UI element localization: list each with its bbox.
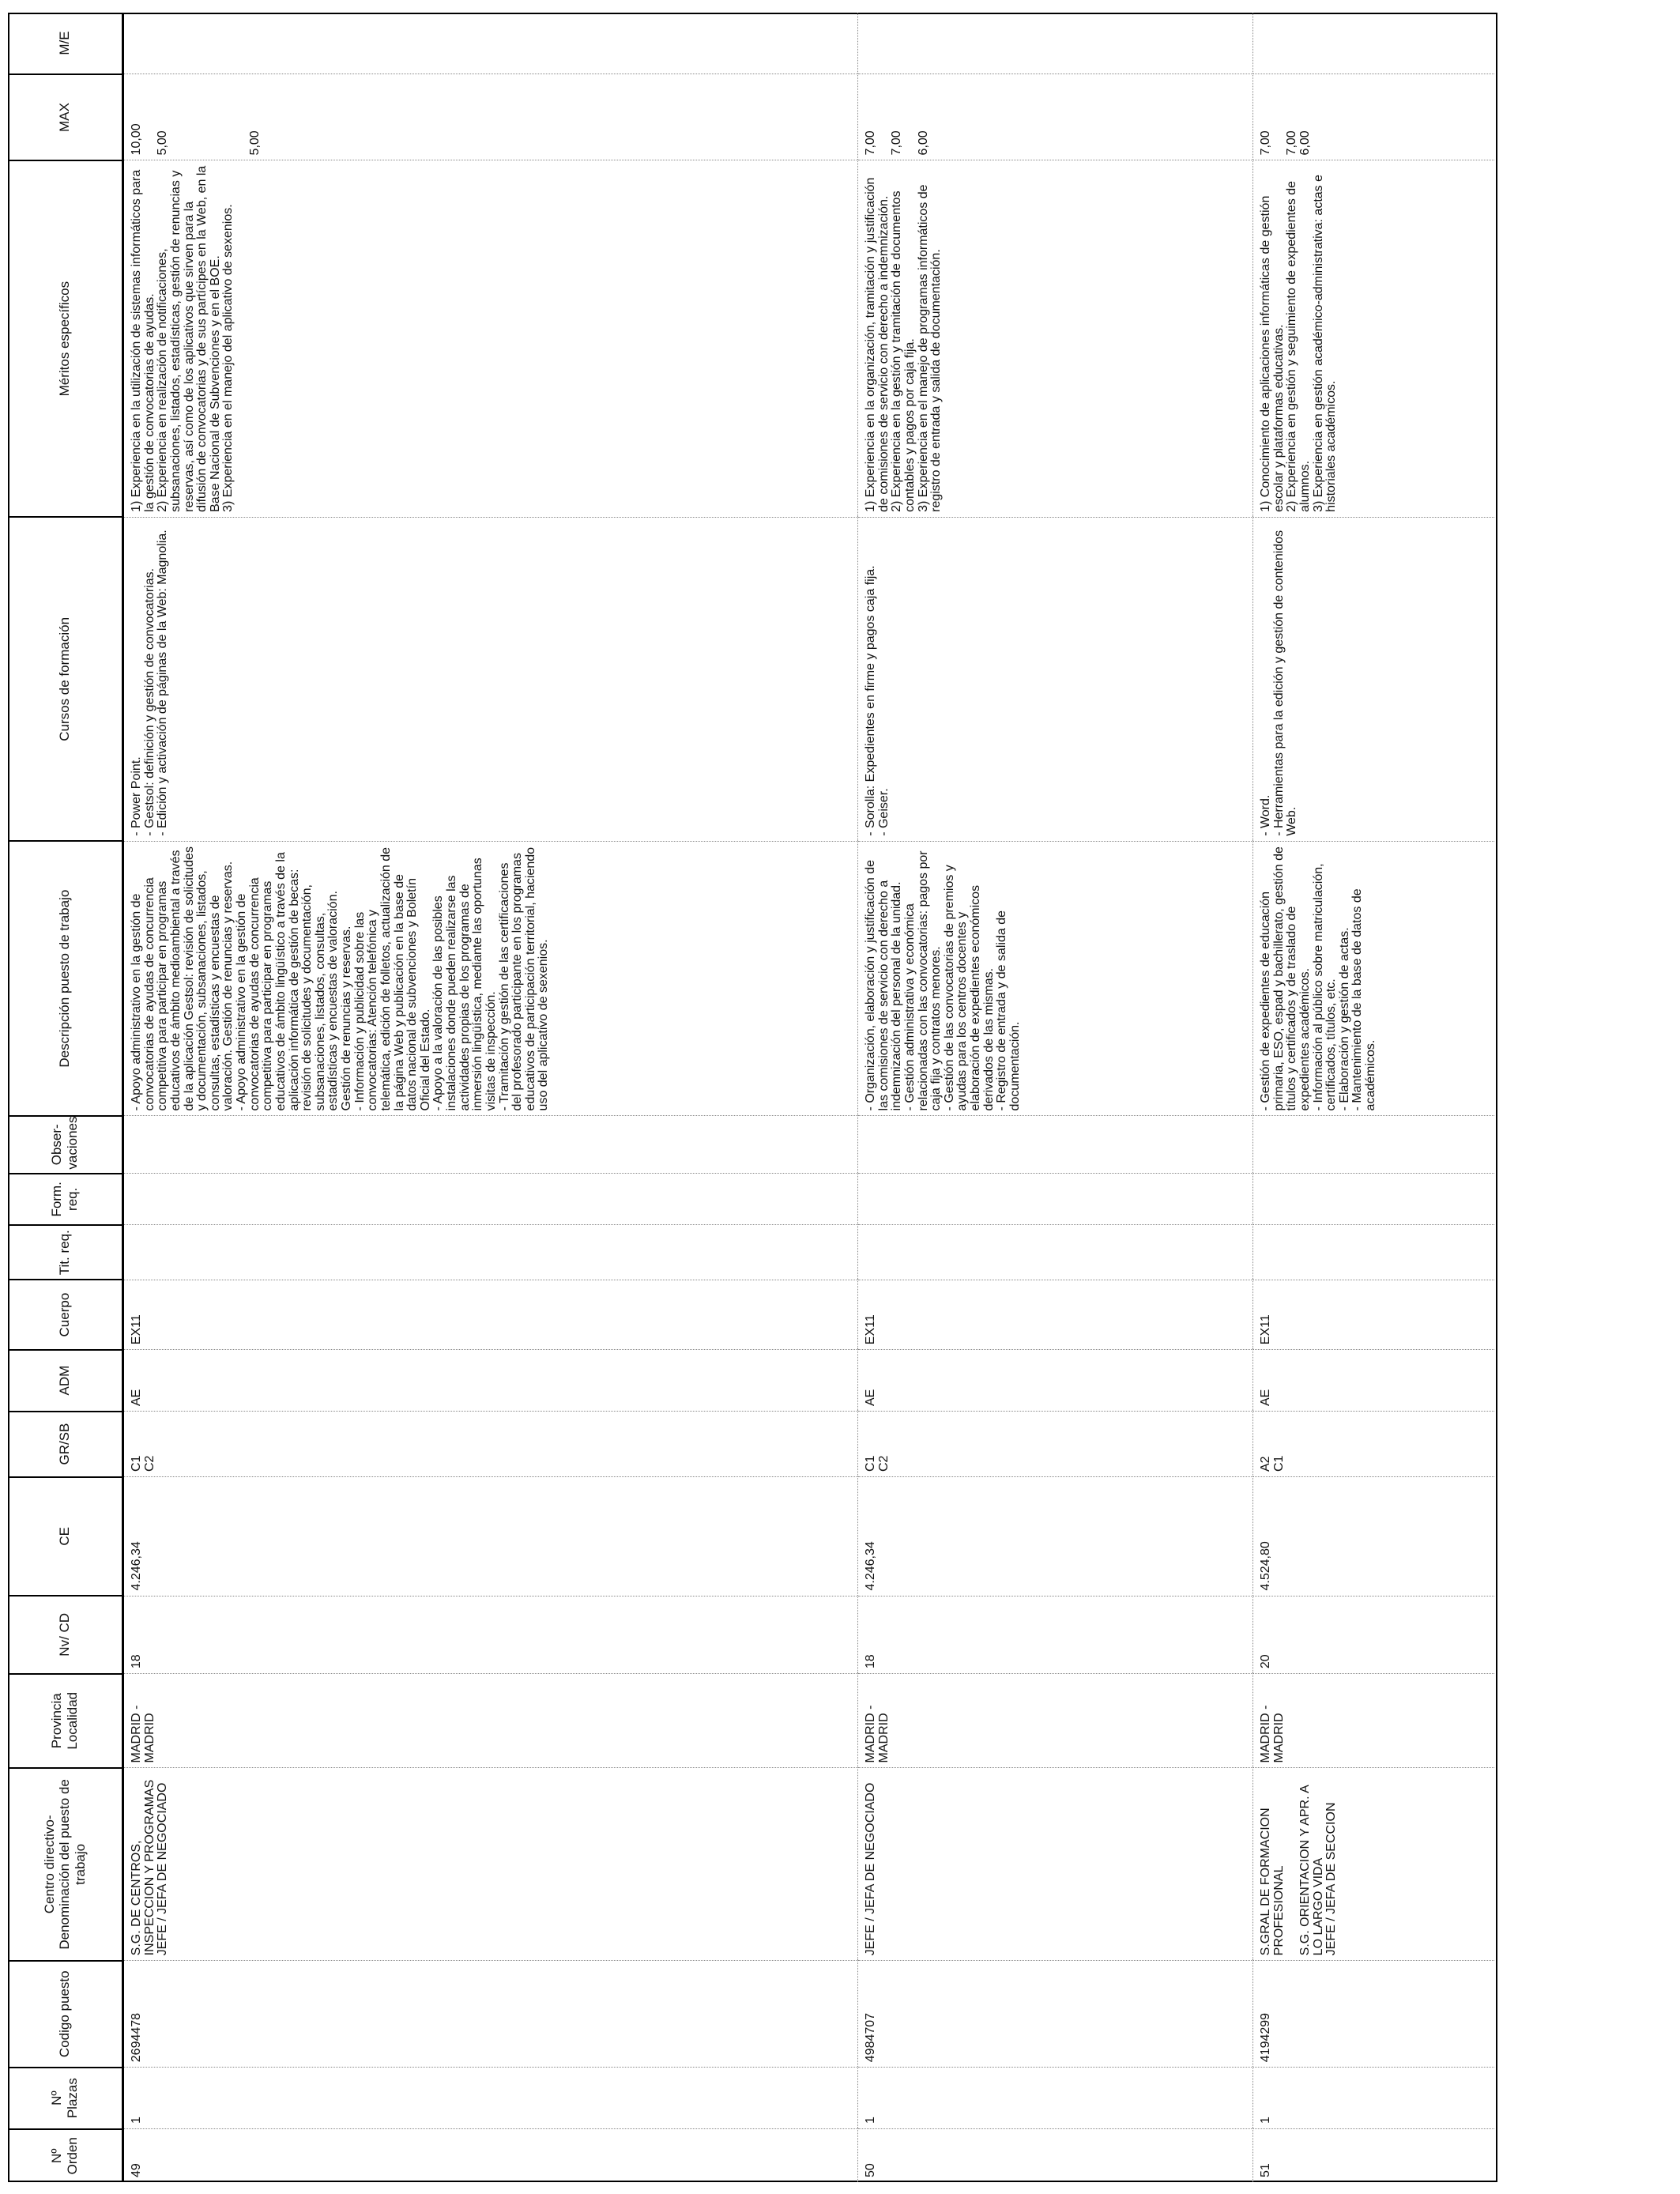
- cell-orden: 50: [858, 2129, 1253, 2182]
- cell-formacion: [1253, 1174, 1494, 1225]
- header-titulacion: Tit. req.: [8, 1225, 123, 1280]
- cell-ce: 4.524,80: [1253, 1477, 1494, 1596]
- cell-formacion: [858, 1174, 1253, 1225]
- cell-me: [123, 13, 858, 74]
- cell-grupo: C1 C2: [858, 1412, 1253, 1477]
- cell-plazas: 1: [123, 2068, 858, 2129]
- header-codigo: Codigo puesto: [8, 1961, 123, 2068]
- positions-table: [8, 13, 1494, 2182]
- cell-adm: AE: [123, 1350, 858, 1412]
- cell-observaciones: [1253, 1116, 1494, 1174]
- cell-plazas: 1: [1253, 2068, 1494, 2129]
- cell-formacion: [123, 1174, 858, 1225]
- header-formacion: Form. req.: [8, 1174, 123, 1225]
- cell-cuerpo: EX11: [858, 1280, 1253, 1350]
- header-cursos: Cursos de formación: [8, 517, 123, 841]
- cell-cursos: - Sorolla: Expedientes en firme y pagos caja fija. - Geiser.: [858, 517, 1253, 841]
- header-meritos: Méritos específicos: [8, 160, 123, 517]
- header-centro: Centro directivo- Denominación del puesto de trabajo: [8, 1768, 123, 1961]
- header-me: M/E: [8, 13, 123, 74]
- cell-nivel: 18: [858, 1596, 1253, 1674]
- cell-orden: 49: [123, 2129, 858, 2182]
- cell-max: 7,00 7,00 6,00: [1253, 74, 1494, 160]
- header-plazas: Nº Plazas: [8, 2068, 123, 2129]
- cell-provincia: MADRID - MADRID: [123, 1674, 858, 1768]
- cell-codigo: 4984707: [858, 1961, 1253, 2068]
- header-nivel: Nv/ CD: [8, 1596, 123, 1674]
- cell-max: 7,00 7,00 6,00: [858, 74, 1253, 160]
- cell-adm: AE: [1253, 1350, 1494, 1412]
- cell-observaciones: [123, 1116, 858, 1174]
- cell-titulacion: [858, 1225, 1253, 1280]
- cell-centro: S.G. DE CENTROS, INSPECCION Y PROGRAMAS JEFE / JEFA DE NEGOCIADO: [123, 1768, 858, 1961]
- cell-nivel: 18: [123, 1596, 858, 1674]
- cell-meritos: 1) Experiencia en la organización, tramitación y justificación de comisiones de servicio con derecho a indemnización. 2) Experiencia en la gestión y tramitación de documentos contables y pagos por caja fija. 3) Experiencia en el manejo de programas informáticos de registro de entrada y salida de documentación.: [858, 160, 1253, 517]
- cell-orden: 51: [1253, 2129, 1494, 2182]
- cell-me: [1253, 13, 1494, 74]
- header-descripcion: Descripción puesto de trabajo: [8, 841, 123, 1116]
- table-row: [123, 13, 858, 2182]
- table-row: [858, 13, 1253, 2182]
- header-observaciones: Obser- vaciones: [8, 1116, 123, 1174]
- cell-meritos: 1) Experiencia en la utilización de sistemas informáticos para la gestión de convocatorias de ayudas. 2) Experiencia en realización de notificaciones, subsanaciones, listados, estadísticas, gestión de renuncias y reservas, así como de los aplicativos que sirven para la difusión de convocatorias y de sus partícipes en la Web, en la Base Nacional de Subvenciones y en el BOE. 3) Experiencia en el manejo del aplicativo de sexenios.: [123, 160, 858, 517]
- cell-codigo: 4194299: [1253, 1961, 1494, 2068]
- cell-titulacion: [1253, 1225, 1494, 1280]
- cell-descripcion: - Organización, elaboración y justificación de las comisiones de servicio con derecho a indemnización del personal de la unidad. - Gestión administrativa y económica relacionadas con las convocatorias: pagos por caja fija y contratos menores. - Gestión de las convocatorias de premios y ayudas para los centros docentes y elaboración de expedientes económicos derivados de las mismas. - Registro de entrada y de salida de documentación.: [858, 841, 1253, 1116]
- header-orden: Nº Orden: [8, 2129, 123, 2182]
- cell-provincia: MADRID - MADRID: [1253, 1674, 1494, 1768]
- cell-cursos: - Word. - Herramientas para la edición y gestión de contenidos Web.: [1253, 517, 1494, 841]
- cell-grupo: C1 C2: [123, 1412, 858, 1477]
- cell-me: [858, 13, 1253, 74]
- cell-ce: 4.246,34: [858, 1477, 1253, 1596]
- cell-descripcion: - Gestión de expedientes de educación primaria, ESO, espad y bachillerato, gestión de títulos y certificados y de traslado de expedientes académicos. - Información al público sobre matriculación, certificados, títulos, etc. - Elaboración y gestión de actas. - Mantenimiento de la base de datos de académicos.: [1253, 841, 1494, 1116]
- header-provincia: Provincia Localidad: [8, 1674, 123, 1768]
- header-ce: CE: [8, 1477, 123, 1596]
- cell-descripcion: - Apoyo administrativo en la gestión de convocatorias de ayudas de concurrencia competitiva para participar en programas educativos de ámbito medioambiental a través de la aplicación Gestsol: revisión de solicitudes y documentación, subsanaciones, listados, consultas, estadísticas y encuestas de valoración. Gestión de renuncias y reservas. - Apoyo administrativo en la gestión de convocatorias de ayudas de concurrencia competitiva para participar en programas educativos de ámbito lingüístico a través de la aplicación informática de gestión de becas: revisión de solicitudes y documentación, subsanaciones, listados, consultas, estadísticas y encuestas de valoración. Gestión de renuncias y reservas. - Información y publicidad sobre las convocatorias: Atención telefónica y telemática, edición de folletos, actualización de la página Web y publicación en la base de datos nacional de subvenciones y Boletín Oficial del Estado. - Apoyo a la valoración de las posibles instalaciones donde pueden realizarse las actividades propias de los programas de inmersión lingüística, mediante las oportunas visitas de inspección. - Tramitación y gestión de las certificaciones del profesorado participante en los programas educativos de participación territorial, haciendo uso del aplicativo de sexenios.: [123, 841, 858, 1116]
- header-max: MAX: [8, 74, 123, 160]
- cell-meritos: 1) Conocimiento de aplicaciones informáticas de gestión escolar y plataformas educativas. 2) Experiencia en gestión y seguimiento de expedientes de alumnos. 3) Experiencia en gestión académico-administrativa: actas e historiales académicos.: [1253, 160, 1494, 517]
- header-adm: ADM: [8, 1350, 123, 1412]
- table-row: [1253, 13, 1494, 2182]
- cell-adm: AE: [858, 1350, 1253, 1412]
- cell-ce: 4.246,34: [123, 1477, 858, 1596]
- cell-plazas: 1: [858, 2068, 1253, 2129]
- cell-max: 10,00 5,00 5,00: [123, 74, 858, 160]
- cell-cuerpo: EX11: [123, 1280, 858, 1350]
- cell-cuerpo: EX11: [1253, 1280, 1494, 1350]
- cell-centro: JEFE / JEFA DE NEGOCIADO: [858, 1768, 1253, 1961]
- cell-centro: S.GRAL DE FORMACION PROFESIONAL S.G. ORIENTACION Y APR. A LO LARGO VIDA JEFE / JEFA DE SECCION: [1253, 1768, 1494, 1961]
- cell-provincia: MADRID - MADRID: [858, 1674, 1253, 1768]
- cell-observaciones: [858, 1116, 1253, 1174]
- cell-cursos: - Power Point. - Gestsol: definición y gestión de convocatorias. - Edición y activación de páginas de la Web: Magnolia.: [123, 517, 858, 841]
- cell-grupo: A2 C1: [1253, 1412, 1494, 1477]
- cell-titulacion: [123, 1225, 858, 1280]
- header-cuerpo: Cuerpo: [8, 1280, 123, 1350]
- cell-codigo: 2694478: [123, 1961, 858, 2068]
- header-grupo: GR/SB: [8, 1412, 123, 1477]
- header-row: [8, 13, 123, 2182]
- cell-nivel: 20: [1253, 1596, 1494, 1674]
